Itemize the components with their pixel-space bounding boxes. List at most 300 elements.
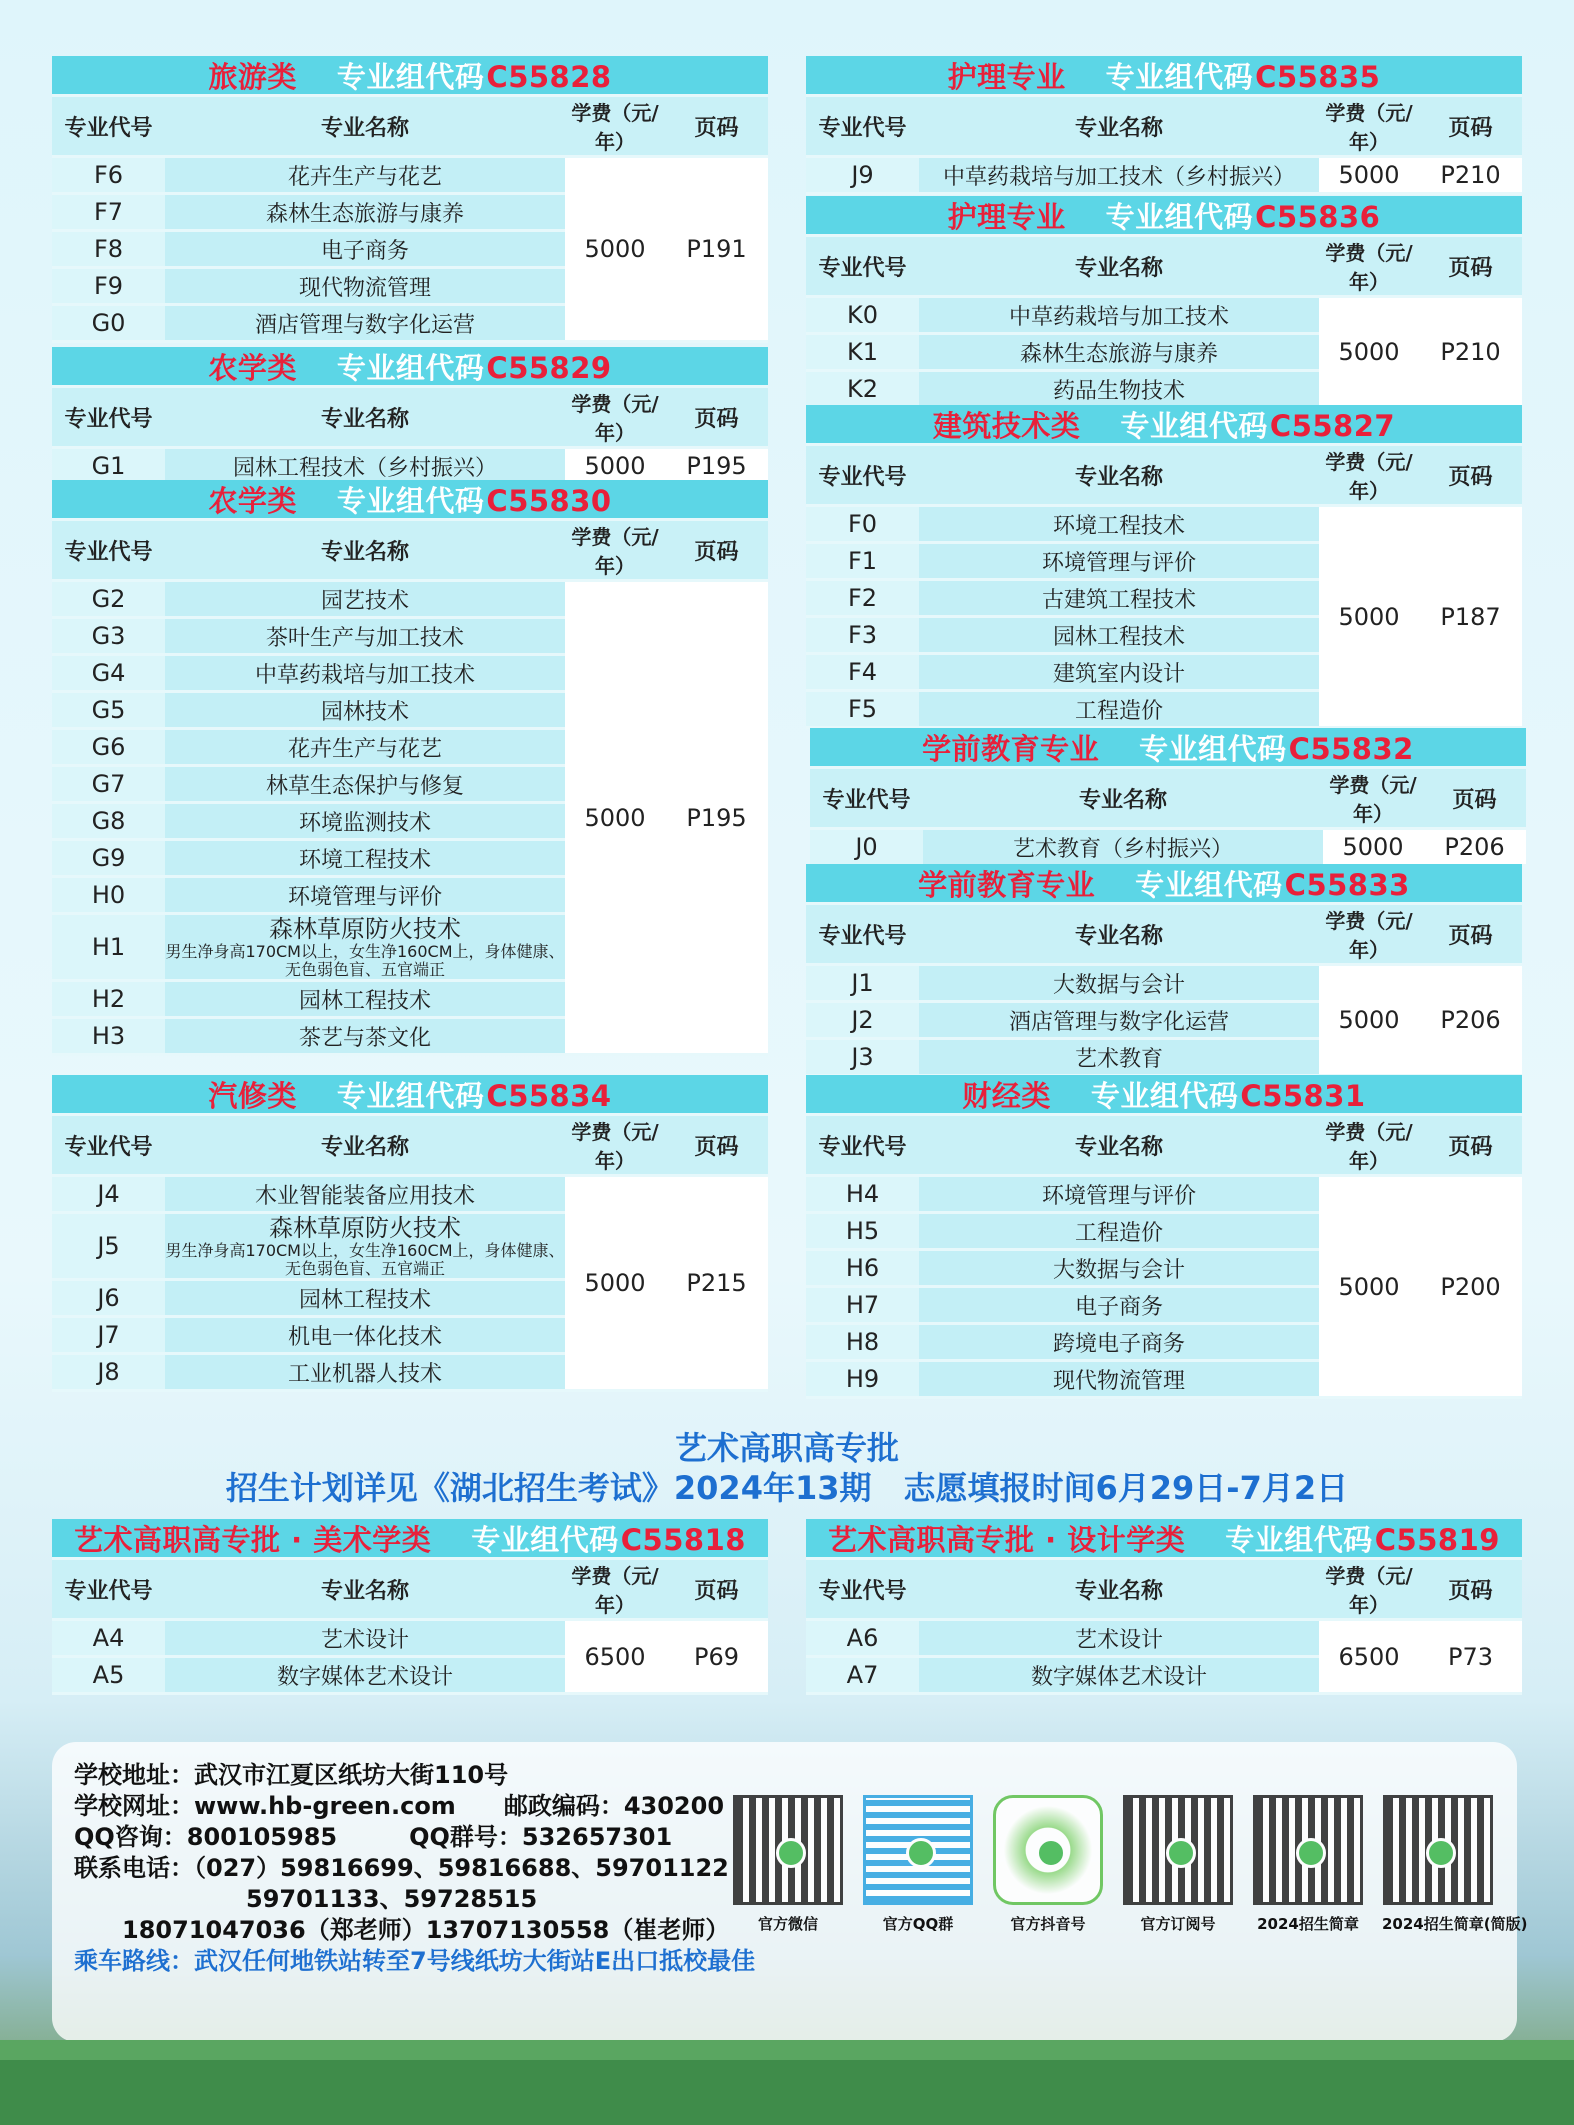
major-name: 现代物流管理 [919, 1362, 1319, 1396]
category-name: 艺术高职高专批 · 设计学类 [828, 1522, 1186, 1557]
panel-title [806, 1519, 1522, 1557]
group-code-value: C55818 [620, 1522, 746, 1557]
major-name: 环境工程技术 [165, 841, 565, 875]
group-code [337, 346, 612, 387]
table-row [806, 966, 1522, 1000]
panel-title [806, 864, 1522, 902]
qr-code-icon [1383, 1795, 1493, 1905]
col-header-code: 专业代号 [806, 97, 919, 155]
col-header-name: 专业名称 [923, 769, 1323, 827]
panel-title [52, 1075, 768, 1113]
col-header-name: 专业名称 [165, 521, 565, 579]
major-code: F0 [806, 507, 919, 541]
major-name: 机电一体化技术 [165, 1318, 565, 1352]
major-name: 酒店管理与数字化运营 [919, 1003, 1319, 1037]
major-name [165, 1214, 565, 1278]
major-code: J8 [52, 1355, 165, 1389]
group-code-value: C55829 [486, 350, 612, 385]
group-code-label: 专业组代码 [336, 1078, 485, 1113]
table-header-row [52, 388, 768, 446]
col-header-name: 专业名称 [165, 1116, 565, 1174]
major-group-panel [806, 405, 1522, 729]
panel-title [806, 56, 1522, 94]
stadium-stands [0, 2040, 1574, 2062]
tuition-fee: 5000 [1319, 158, 1419, 192]
group-code-label: 专业组代码 [1135, 867, 1283, 902]
col-header-name: 专业名称 [919, 97, 1319, 155]
major-code: G5 [52, 693, 165, 727]
major-name: 园林技术 [165, 693, 565, 727]
col-header-code: 专业代号 [806, 446, 919, 504]
tuition-fee: 6500 [565, 1621, 665, 1692]
category-name: 护理专业 [947, 199, 1066, 234]
major-code: H5 [806, 1214, 919, 1248]
major-code: A7 [806, 1658, 919, 1692]
table-row [806, 158, 1522, 192]
major-code: F5 [806, 692, 919, 726]
col-header-code: 专业代号 [806, 237, 919, 295]
group-code [1106, 195, 1381, 236]
majors-table [52, 1113, 768, 1392]
major-name: 环境监测技术 [165, 804, 565, 838]
major-name: 艺术设计 [919, 1621, 1319, 1655]
major-name: 艺术教育（乡村振兴） [923, 830, 1323, 864]
panel-title [806, 1075, 1522, 1113]
page-number: P206 [1419, 966, 1522, 1074]
qr-qq-group[interactable]: 官方QQ群 [862, 1795, 974, 1934]
panel-title [52, 480, 768, 518]
group-code-label: 专业组代码 [1090, 1078, 1239, 1113]
major-name: 环境管理与评价 [165, 878, 565, 912]
page-number: P210 [1419, 158, 1522, 192]
art-batch-title: 艺术高职高专批 [674, 1429, 899, 1467]
table-header-row [52, 97, 768, 155]
major-name: 大数据与会计 [919, 1251, 1319, 1285]
major-group-panel [810, 728, 1526, 867]
panel-title [52, 56, 768, 94]
tuition-fee: 5000 [1319, 1177, 1419, 1396]
qr-subscription[interactable]: 官方订阅号 [1122, 1795, 1234, 1934]
tuition-fee: 5000 [565, 449, 665, 483]
major-code: J9 [806, 158, 919, 192]
col-header-page: 页码 [1419, 905, 1522, 963]
art-batch-subtitle: 招生计划详见《湖北招生考试》2024年13期 志愿填报时间6月29日-7月2日 [225, 1469, 1349, 1507]
major-name: 古建筑工程技术 [919, 581, 1319, 615]
major-code: H4 [806, 1177, 919, 1211]
qr-code-icon [733, 1795, 843, 1905]
category-name: 学前教育专业 [922, 731, 1100, 766]
table-row [52, 158, 768, 192]
qr-code-icon [1123, 1795, 1233, 1905]
col-header-code: 专业代号 [810, 769, 923, 827]
major-code: F9 [52, 269, 165, 303]
table-header-row [806, 237, 1522, 295]
panel-title [810, 728, 1526, 766]
major-code: F6 [52, 158, 165, 192]
group-code-value: C55832 [1288, 731, 1414, 766]
col-header-fee: 学费（元/年） [565, 1560, 665, 1618]
col-header-fee: 学费（元/年） [1319, 1560, 1419, 1618]
major-code: F1 [806, 544, 919, 578]
contact-info [74, 1760, 755, 1977]
majors-table [806, 94, 1522, 195]
major-code: J1 [806, 966, 919, 1000]
major-name: 艺术教育 [919, 1040, 1319, 1074]
group-code [1091, 1074, 1366, 1115]
major-name: 林草生态保护与修复 [165, 767, 565, 801]
group-code [337, 55, 612, 96]
group-code [1139, 727, 1414, 768]
page-number: P191 [665, 158, 768, 340]
qr-brochure[interactable]: 2024招生简章 [1252, 1795, 1364, 1934]
col-header-fee: 学费（元/年） [1319, 97, 1419, 155]
major-group-panel [806, 1519, 1522, 1695]
table-header-row [806, 97, 1522, 155]
major-name: 森林生态旅游与康养 [165, 195, 565, 229]
page-number: P210 [1419, 298, 1522, 406]
major-name: 环境工程技术 [919, 507, 1319, 541]
major-code: H3 [52, 1019, 165, 1053]
major-name: 环境管理与评价 [919, 544, 1319, 578]
col-header-fee: 学费（元/年） [565, 388, 665, 446]
col-header-page: 页码 [665, 1116, 768, 1174]
major-name: 木业智能装备应用技术 [165, 1177, 565, 1211]
major-code: F8 [52, 232, 165, 266]
group-code-value: C55835 [1255, 59, 1381, 94]
col-header-name: 专业名称 [919, 905, 1319, 963]
majors-table [806, 1113, 1522, 1399]
category-name: 农学类 [208, 350, 297, 385]
col-header-code: 专业代号 [52, 1560, 165, 1618]
major-code: J2 [806, 1003, 919, 1037]
major-name: 现代物流管理 [165, 269, 565, 303]
col-header-code: 专业代号 [52, 521, 165, 579]
major-name: 园林工程技术 [165, 982, 565, 1016]
col-header-fee: 学费（元/年） [565, 97, 665, 155]
col-header-code: 专业代号 [52, 388, 165, 446]
tuition-fee: 5000 [565, 1177, 665, 1389]
col-header-page: 页码 [1419, 1116, 1522, 1174]
col-header-page: 页码 [1423, 769, 1526, 827]
major-code: G6 [52, 730, 165, 764]
qr-wechat[interactable]: 官方微信 [732, 1795, 844, 1934]
major-code: H9 [806, 1362, 919, 1396]
col-header-page: 页码 [1419, 1560, 1522, 1618]
majors-table [806, 234, 1522, 409]
major-code: J0 [810, 830, 923, 864]
majors-table [810, 766, 1526, 867]
group-code-value: C55819 [1374, 1522, 1500, 1557]
majors-table [806, 902, 1522, 1077]
table-row [806, 1177, 1522, 1211]
qr-code-icon [993, 1795, 1103, 1905]
category-name: 艺术高职高专批 · 美术学类 [74, 1522, 432, 1557]
admission-note: 男生净身高170CM以上，女生净160CM上，身体健康、无色弱色盲、五官端正 [165, 942, 565, 979]
major-group-panel [52, 480, 768, 1056]
major-name: 中草药栽培与加工技术 [919, 298, 1319, 332]
col-header-name: 专业名称 [919, 1116, 1319, 1174]
col-header-code: 专业代号 [52, 97, 165, 155]
group-code-value: C55830 [486, 483, 612, 518]
major-name: 茶叶生产与加工技术 [165, 619, 565, 653]
category-name: 学前教育专业 [918, 867, 1096, 902]
tuition-fee: 5000 [565, 582, 665, 1053]
major-code: J4 [52, 1177, 165, 1211]
col-header-page: 页码 [1419, 237, 1522, 295]
major-name [165, 915, 565, 979]
major-code: H1 [52, 915, 165, 979]
major-code: G0 [52, 306, 165, 340]
group-code-label: 专业组代码 [336, 483, 485, 518]
col-header-fee: 学费（元/年） [565, 521, 665, 579]
col-header-code: 专业代号 [806, 1560, 919, 1618]
major-name-text: 森林草原防火技术 [269, 915, 461, 943]
majors-table [52, 1557, 768, 1695]
major-group-panel [806, 196, 1522, 409]
major-name: 酒店管理与数字化运营 [165, 306, 565, 340]
col-header-fee: 学费（元/年） [1319, 1116, 1419, 1174]
major-name: 艺术设计 [165, 1621, 565, 1655]
page-number: P195 [665, 449, 768, 483]
major-group-panel [52, 1519, 768, 1695]
table-row [806, 507, 1522, 541]
table-row [52, 1177, 768, 1211]
page-number: P73 [1419, 1621, 1522, 1692]
school-website: 学校网址：www.hb-green.com 邮政编码：430200 [74, 1792, 725, 1820]
page-number: P215 [665, 1177, 768, 1389]
major-name: 花卉生产与花艺 [165, 158, 565, 192]
major-group-panel [52, 1075, 768, 1392]
qr-douyin[interactable]: 官方抖音号 [992, 1795, 1104, 1934]
major-code: G4 [52, 656, 165, 690]
col-header-name: 专业名称 [919, 446, 1319, 504]
group-code-label: 专业组代码 [1105, 59, 1254, 94]
table-row [806, 1621, 1522, 1655]
col-header-page: 页码 [1419, 446, 1522, 504]
major-name: 药品生物技术 [919, 372, 1319, 406]
category-name: 农学类 [208, 483, 297, 518]
major-code: J6 [52, 1281, 165, 1315]
major-name: 园林工程技术 [165, 1281, 565, 1315]
tuition-fee: 5000 [565, 158, 665, 340]
col-header-code: 专业代号 [52, 1116, 165, 1174]
major-name: 茶艺与茶文化 [165, 1019, 565, 1053]
major-name: 工程造价 [919, 1214, 1319, 1248]
majors-table [52, 385, 768, 486]
page-number: P200 [1419, 1177, 1522, 1396]
table-row [806, 298, 1522, 332]
page-number: P187 [1419, 507, 1522, 726]
major-name: 环境管理与评价 [919, 1177, 1319, 1211]
major-code: F2 [806, 581, 919, 615]
group-code-value: C55827 [1269, 408, 1396, 443]
col-header-name: 专业名称 [919, 237, 1319, 295]
majors-table [806, 1557, 1522, 1695]
col-header-page: 页码 [665, 1560, 768, 1618]
major-code: G2 [52, 582, 165, 616]
major-name: 工程造价 [919, 692, 1319, 726]
major-name: 中草药栽培与加工技术 [165, 656, 565, 690]
table-header-row [52, 1560, 768, 1618]
category-name: 建筑技术类 [932, 408, 1081, 443]
group-code [1135, 863, 1410, 904]
table-header-row [810, 769, 1526, 827]
group-code [1120, 404, 1395, 445]
tuition-fee: 5000 [1319, 298, 1419, 406]
major-code: G1 [52, 449, 165, 483]
admission-note: 男生净身高170CM以上，女生净160CM上，身体健康、无色弱色盲、五官端正 [165, 1241, 565, 1278]
major-group-panel [806, 864, 1522, 1077]
table-header-row [52, 1116, 768, 1174]
major-name: 花卉生产与花艺 [165, 730, 565, 764]
major-code: H8 [806, 1325, 919, 1359]
contact-footer [52, 1742, 1528, 2042]
col-header-fee: 学费（元/年） [1319, 905, 1419, 963]
qr-brochure-short[interactable]: 2024招生简章(简版) [1382, 1795, 1494, 1934]
col-header-name: 专业名称 [165, 97, 565, 155]
table-header-row [52, 521, 768, 579]
group-code [337, 1074, 612, 1115]
major-code: G8 [52, 804, 165, 838]
group-code [337, 479, 612, 520]
category-name: 财经类 [962, 1078, 1051, 1113]
major-group-panel [52, 347, 768, 486]
tuition-fee: 5000 [1319, 966, 1419, 1074]
major-name: 建筑室内设计 [919, 655, 1319, 689]
major-code: F4 [806, 655, 919, 689]
phone-line-2: 59701133、59728515 [246, 1885, 538, 1913]
phone-line-1: 联系电话：（027）59816699、59816688、59701122 [74, 1854, 729, 1882]
group-code-value: C55831 [1240, 1078, 1366, 1113]
major-name-text: 森林草原防火技术 [269, 1214, 461, 1242]
tuition-fee: 5000 [1319, 507, 1419, 726]
group-code [1106, 55, 1381, 96]
col-header-page: 页码 [665, 97, 768, 155]
col-header-page: 页码 [665, 521, 768, 579]
major-code: K1 [806, 335, 919, 369]
major-code: K2 [806, 372, 919, 406]
qq-info: QQ咨询：800105985 QQ群号：532657301 [74, 1823, 673, 1851]
table-row [52, 1621, 768, 1655]
major-code: A5 [52, 1658, 165, 1692]
school-address: 学校地址：武汉市江夏区纸坊大街110号 [74, 1761, 509, 1789]
panel-title [52, 347, 768, 385]
group-code-value: C55834 [486, 1078, 612, 1113]
group-code-label: 专业组代码 [1120, 408, 1268, 443]
group-code [1225, 1518, 1500, 1559]
panel-title [806, 196, 1522, 234]
table-header-row [806, 1116, 1522, 1174]
tuition-fee: 5000 [1323, 830, 1423, 864]
major-group-panel [806, 1075, 1522, 1399]
major-code: H6 [806, 1251, 919, 1285]
group-code-label: 专业组代码 [336, 59, 485, 94]
group-code-label: 专业组代码 [1139, 731, 1287, 766]
group-code [471, 1518, 746, 1559]
major-code: A6 [806, 1621, 919, 1655]
col-header-fee: 学费（元/年） [1319, 446, 1419, 504]
group-code-value: C55828 [486, 59, 612, 94]
page-number: P195 [665, 582, 768, 1053]
group-code-value: C55833 [1284, 867, 1410, 902]
majors-table [52, 518, 768, 1056]
col-header-name: 专业名称 [165, 388, 565, 446]
major-group-panel [806, 56, 1522, 195]
group-code-label: 专业组代码 [471, 1522, 619, 1557]
group-code-label: 专业组代码 [336, 350, 485, 385]
major-code: G9 [52, 841, 165, 875]
category-name: 汽修类 [208, 1078, 297, 1113]
col-header-fee: 学费（元/年） [1319, 237, 1419, 295]
major-name: 大数据与会计 [919, 966, 1319, 1000]
table-header-row [806, 446, 1522, 504]
major-code: H0 [52, 878, 165, 912]
major-group-panel [52, 56, 768, 343]
page-number: P69 [665, 1621, 768, 1692]
major-code: A4 [52, 1621, 165, 1655]
phone-line-3: 18071047036（郑老师）13707130558（崔老师） [122, 1916, 730, 1944]
major-name: 电子商务 [165, 232, 565, 266]
major-code: H2 [52, 982, 165, 1016]
major-code: K0 [806, 298, 919, 332]
table-header-row [806, 905, 1522, 963]
major-code: J3 [806, 1040, 919, 1074]
panel-title [806, 405, 1522, 443]
qr-code-icon [863, 1795, 973, 1905]
majors-table [52, 94, 768, 343]
group-code-label: 专业组代码 [1225, 1522, 1373, 1557]
col-header-fee: 学费（元/年） [1323, 769, 1423, 827]
bus-route: 乘车路线：武汉任何地铁站转至7号线纸坊大街站E出口抵校最佳 [74, 1947, 756, 1975]
col-header-code: 专业代号 [806, 905, 919, 963]
major-name: 数字媒体艺术设计 [919, 1658, 1319, 1692]
major-name: 工业机器人技术 [165, 1355, 565, 1389]
table-row [52, 582, 768, 616]
major-code: H7 [806, 1288, 919, 1322]
col-header-name: 专业名称 [919, 1560, 1319, 1618]
major-name: 跨境电子商务 [919, 1325, 1319, 1359]
major-code: F7 [52, 195, 165, 229]
col-header-name: 专业名称 [165, 1560, 565, 1618]
major-name: 园艺技术 [165, 582, 565, 616]
tuition-fee: 6500 [1319, 1621, 1419, 1692]
col-header-page: 页码 [1419, 97, 1522, 155]
group-code-label: 专业组代码 [1105, 199, 1254, 234]
major-name: 园林工程技术 [919, 618, 1319, 652]
major-code: J5 [52, 1214, 165, 1278]
major-name: 森林生态旅游与康养 [919, 335, 1319, 369]
table-row [810, 830, 1526, 864]
category-name: 护理专业 [947, 59, 1066, 94]
table-header-row [806, 1560, 1522, 1618]
category-name: 旅游类 [208, 59, 297, 94]
major-code: G3 [52, 619, 165, 653]
col-header-fee: 学费（元/年） [565, 1116, 665, 1174]
col-header-code: 专业代号 [806, 1116, 919, 1174]
major-name: 电子商务 [919, 1288, 1319, 1322]
group-code-value: C55836 [1255, 199, 1381, 234]
panel-title [52, 1519, 768, 1557]
major-code: G7 [52, 767, 165, 801]
major-name: 数字媒体艺术设计 [165, 1658, 565, 1692]
sports-field [0, 2060, 1574, 2125]
page-number: P206 [1423, 830, 1526, 864]
qr-code-icon [1253, 1795, 1363, 1905]
major-name: 中草药栽培与加工技术（乡村振兴） [919, 158, 1319, 192]
major-code: F3 [806, 618, 919, 652]
major-code: J7 [52, 1318, 165, 1352]
major-name: 园林工程技术（乡村振兴） [165, 449, 565, 483]
